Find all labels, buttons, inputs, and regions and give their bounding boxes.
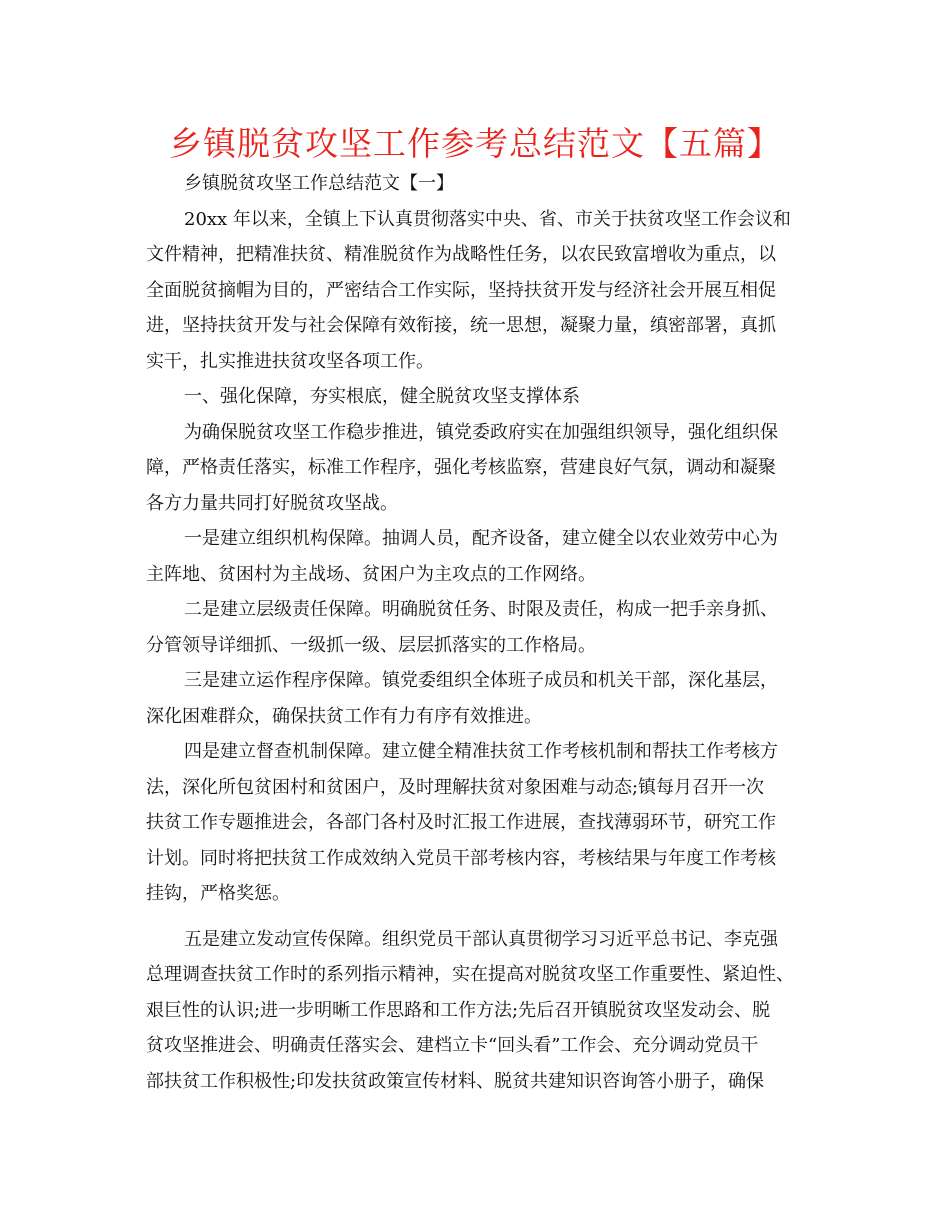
text-line: 总理调查扶贫工作时的系列指示精神，实在提高对脱贫攻坚工作重要性、紧迫性、: [146, 964, 794, 985]
text-line: 扶贫工作专题推进会，各部门各村及时汇报工作进展，查找薄弱环节，研究工作: [146, 812, 776, 833]
text-line: 实干，扎实推进扶贫攻坚各项工作。: [146, 350, 434, 372]
text-line: 挂钩，严格奖惩。: [146, 883, 290, 904]
text-line: 一是建立组织机构保障。抽调人员，配齐设备，建立健全以农业效劳中心为: [184, 528, 778, 549]
paragraph-5: [146, 592, 811, 663]
text-line: 20xx 年以来，全镇上下认真贯彻落实中央、省、市关于扶贫攻坚工作会议和: [184, 208, 791, 230]
text-line: 二是建立层级责任保障。明确脱贫任务、时限及责任，构成一把手亲身抓、: [184, 599, 778, 620]
text-line: 全面脱贫摘帽为目的，严密结合工作实际，坚持扶贫开发与经济社会开展互相促: [146, 279, 776, 301]
text-line: 贫攻坚推进会、明确责任落实会、建档立卡“回头看”工作会、充分调动党员干: [146, 1035, 759, 1056]
text-line: 部扶贫工作积极性;印发扶贫政策宣传材料、脱贫共建知识咨询答小册子，确保: [146, 1070, 765, 1092]
text-line: 计划。同时将把扶贫工作成效纳入党员干部考核内容，考核结果与年度工作考核: [146, 847, 776, 869]
text-line: 一、强化保障，夯实根底，健全脱贫攻坚支撑体系: [184, 386, 580, 407]
text-line: 五是建立发动宣传保障。组织党员干部认真贯彻学习习近平总书记、李克强: [184, 928, 778, 950]
text-line: 为确保脱贫攻坚工作稳步推进，镇党委政府实在加强组织领导，强化组织保: [184, 421, 778, 443]
text-line: 文件精神，把精准扶贫、精准脱贫作为战略性任务，以农民致富增收为重点，以: [146, 244, 776, 265]
text-line: 艰巨性的认识;进一步明晰工作思路和工作方法;先后召开镇脱贫攻坚发动会、脱: [146, 999, 771, 1021]
text-line: 障，严格责任落实，标准工作程序，强化考核监察，营建良好气氛，调动和凝聚: [146, 457, 776, 478]
text-line: 乡镇脱贫攻坚工作总结范文【一】: [184, 173, 454, 194]
paragraph-8: [146, 922, 811, 1100]
paragraph-4: [146, 521, 811, 592]
section-subtitle: [146, 166, 811, 202]
text-line: 分管领导详细抓、一级抓一级、层层抓落实的工作格局。: [146, 634, 596, 656]
text-line: 进，坚持扶贫开发与社会保障有效衔接，统一思想，凝聚力量，缜密部署，真抓: [146, 315, 776, 336]
paragraph-gap: [146, 912, 811, 922]
paragraph-6: [146, 663, 811, 734]
text-line: 主阵地、贫困村为主战场、贫困户为主攻点的工作网络。: [146, 563, 596, 585]
text-line: 深化困难群众，确保扶贫工作有力有序有效推进。: [146, 705, 542, 727]
section-heading-1: [146, 379, 811, 415]
paragraph-7: [146, 734, 811, 912]
paragraph-1: [146, 202, 811, 380]
text-line: 各方力量共同打好脱贫攻坚战。: [146, 492, 398, 514]
text-line: 法，深化所包贫困村和贫困户，及时理解扶贫对象困难与动态;镇每月召开一次: [146, 776, 765, 798]
document-title: 乡镇脱贫攻坚工作参考总结范文【五篇】: [169, 124, 781, 163]
text-line: 四是建立督查机制保障。建立健全精准扶贫工作考核机制和帮扶工作考核方: [184, 741, 778, 762]
document-body: [146, 166, 811, 1099]
paragraph-3: [146, 415, 811, 522]
text-line: 三是建立运作程序保障。镇党委组织全体班子成员和机关干部，深化基层，: [184, 670, 778, 691]
